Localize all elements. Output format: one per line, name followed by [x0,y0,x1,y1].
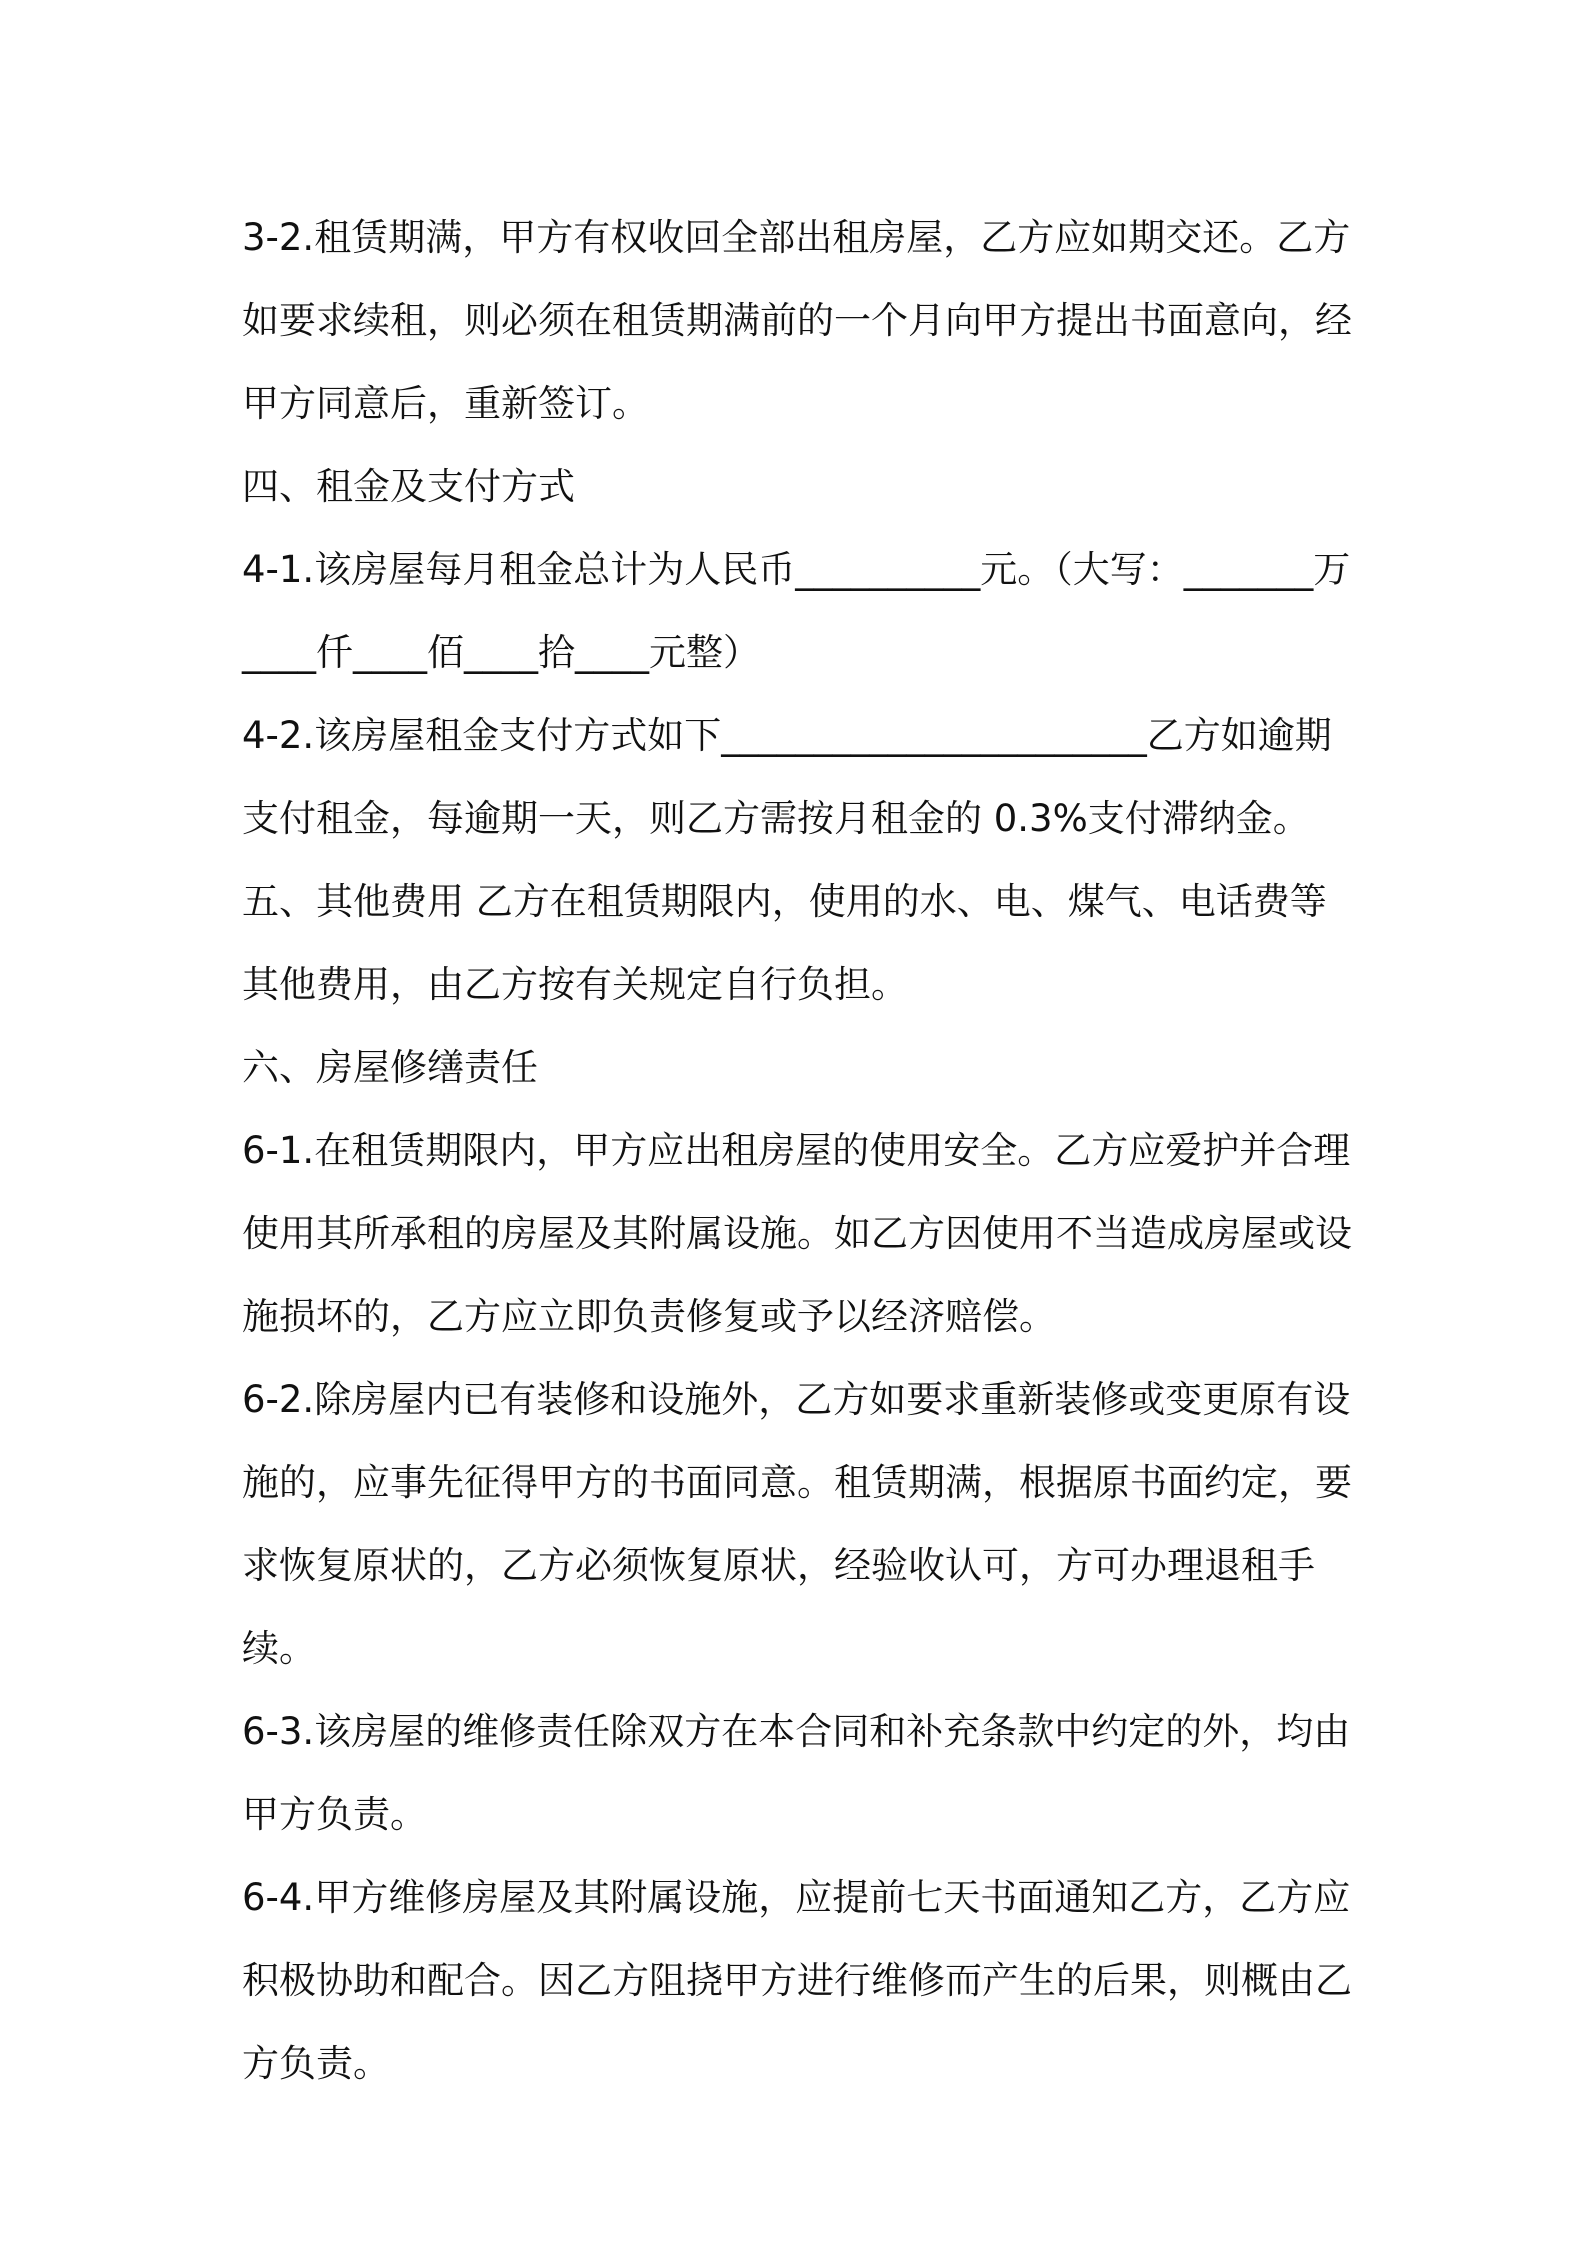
clause-6-3: 6-3.该房屋的维修责任除双方在本合同和补充条款中约定的外，均由甲方负责。 [242,1710,1351,1836]
clause-4-2: 4-2.该房屋租金支付方式如下_______________________乙方如逾期支付租金，每逾期一天，则乙方需按月租金的 0.3%支付滞纳金。 [242,714,1332,840]
document-body [242,196,1362,2105]
section-heading-rent-payment: 四、租金及支付方式 [242,465,575,508]
clause-6-2: 6-2.除房屋内已有装修和设施外，乙方如要求重新装修或变更原有设施的，应事先征得甲方的书面同意。租赁期满，根据原书面约定，要求恢复原状的，乙方必须恢复原状，经验收认可，方可办理退租手续。 [242,1378,1352,1670]
clause-6-4: 6-4.甲方维修房屋及其附属设施，应提前七天书面通知乙方，乙方应积极协助和配合。因乙方阻挠甲方进行维修而产生的后果，则概由乙方负责。 [242,1876,1352,2085]
clause-6-1: 6-1.在租赁期限内，甲方应出租房屋的使用安全。乙方应爱护并合理使用其所承租的房屋及其附属设施。如乙方因使用不当造成房屋或设施损坏的，乙方应立即负责修复或予以经济赔偿。 [242,1129,1352,1338]
section-other-fees: 五、其他费用 乙方在租赁期限内，使用的水、电、煤气、电话费等其他费用，由乙方按有关规定自行负担。 [242,880,1327,1006]
clause-3-2: 3-2.租赁期满，甲方有权收回全部出租房屋，乙方应如期交还。乙方如要求续租，则必须在租赁期满前的一个月向甲方提出书面意向，经甲方同意后，重新签订。 [242,216,1352,425]
clause-4-1: 4-1.该房屋每月租金总计为人民币__________元。（大写：_______万____仟____佰____拾____元整） [242,548,1351,674]
section-heading-repair-responsibility: 六、房屋修缮责任 [242,1046,538,1089]
